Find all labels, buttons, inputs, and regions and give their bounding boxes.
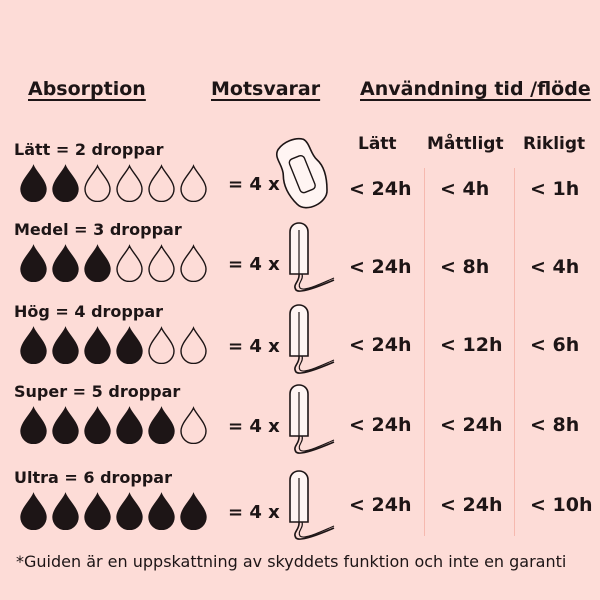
- equivalent-count: = 4 x: [228, 174, 280, 195]
- tampon-icon: [280, 378, 340, 458]
- heavy-flow-time: < 10h: [530, 494, 593, 516]
- filled-drop-icon: [178, 492, 209, 530]
- absorption-level-label: Super = 5 droppar: [14, 382, 181, 401]
- light-flow-time: < 24h: [349, 334, 412, 356]
- filled-drop-icon: [18, 406, 49, 444]
- drop-rating: [18, 406, 209, 444]
- moderate-flow-time: < 24h: [440, 494, 503, 516]
- filled-drop-icon: [18, 244, 49, 282]
- heavy-flow-time: < 1h: [530, 178, 580, 200]
- filled-drop-icon: [82, 492, 113, 530]
- filled-drop-icon: [82, 244, 113, 282]
- filled-drop-icon: [114, 326, 145, 364]
- filled-drop-icon: [82, 326, 113, 364]
- empty-drop-icon: [114, 164, 145, 202]
- absorption-level-label: Hög = 4 droppar: [14, 302, 164, 321]
- pad-icon: [272, 136, 334, 216]
- moderate-flow-time: < 24h: [440, 414, 503, 436]
- filled-drop-icon: [18, 492, 49, 530]
- filled-drop-icon: [114, 492, 145, 530]
- drop-rating: [18, 326, 209, 364]
- empty-drop-icon: [82, 164, 113, 202]
- flow-column-moderate: Måttligt: [427, 134, 504, 154]
- light-flow-time: < 24h: [349, 494, 412, 516]
- empty-drop-icon: [114, 244, 145, 282]
- empty-drop-icon: [178, 164, 209, 202]
- filled-drop-icon: [114, 406, 145, 444]
- equivalent-count: = 4 x: [228, 254, 280, 275]
- flow-column-light: Lätt: [358, 134, 397, 154]
- moderate-flow-time: < 4h: [440, 178, 490, 200]
- empty-drop-icon: [146, 244, 177, 282]
- tampon-icon: [280, 216, 340, 296]
- usage-header: Användning tid /flöde: [360, 78, 591, 100]
- equivalent-header: Motsvarar: [211, 78, 321, 100]
- empty-drop-icon: [178, 326, 209, 364]
- equivalent-count: = 4 x: [228, 416, 280, 437]
- tampon-icon: [280, 298, 340, 378]
- absorption-header: Absorption: [28, 78, 146, 100]
- light-flow-time: < 24h: [349, 256, 412, 278]
- filled-drop-icon: [18, 164, 49, 202]
- moderate-flow-time: < 12h: [440, 334, 503, 356]
- absorption-level-label: Medel = 3 droppar: [14, 220, 182, 239]
- column-separator: [424, 168, 425, 536]
- light-flow-time: < 24h: [349, 178, 412, 200]
- filled-drop-icon: [146, 406, 177, 444]
- equivalent-count: = 4 x: [228, 502, 280, 523]
- drop-rating: [18, 492, 209, 530]
- filled-drop-icon: [50, 326, 81, 364]
- filled-drop-icon: [146, 492, 177, 530]
- light-flow-time: < 24h: [349, 414, 412, 436]
- column-separator: [514, 168, 515, 536]
- absorption-level-label: Lätt = 2 droppar: [14, 140, 164, 159]
- heavy-flow-time: < 6h: [530, 334, 580, 356]
- filled-drop-icon: [50, 164, 81, 202]
- filled-drop-icon: [50, 244, 81, 282]
- empty-drop-icon: [146, 326, 177, 364]
- equivalent-count: = 4 x: [228, 336, 280, 357]
- filled-drop-icon: [82, 406, 113, 444]
- filled-drop-icon: [50, 406, 81, 444]
- absorption-level-label: Ultra = 6 droppar: [14, 468, 172, 487]
- heavy-flow-time: < 8h: [530, 414, 580, 436]
- tampon-icon: [280, 464, 340, 544]
- flow-column-heavy: Rikligt: [523, 134, 586, 154]
- filled-drop-icon: [50, 492, 81, 530]
- empty-drop-icon: [178, 406, 209, 444]
- empty-drop-icon: [146, 164, 177, 202]
- drop-rating: [18, 164, 209, 202]
- heavy-flow-time: < 4h: [530, 256, 580, 278]
- footnote: *Guiden är en uppskattning av skyddets funktion och inte en garanti: [16, 552, 567, 571]
- drop-rating: [18, 244, 209, 282]
- filled-drop-icon: [18, 326, 49, 364]
- empty-drop-icon: [178, 244, 209, 282]
- moderate-flow-time: < 8h: [440, 256, 490, 278]
